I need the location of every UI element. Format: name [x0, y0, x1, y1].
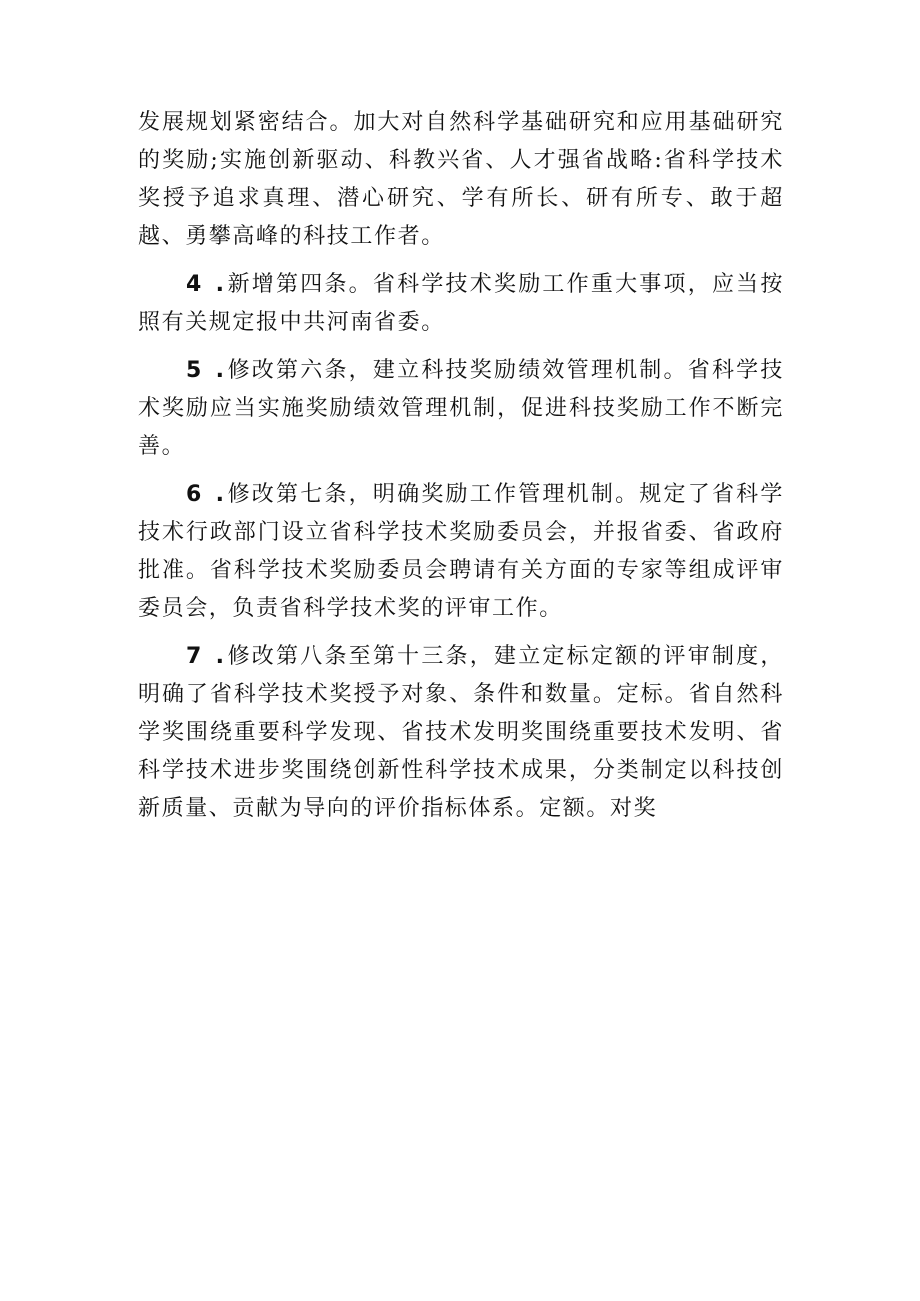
paragraph-item-6: [138, 476, 784, 628]
paragraph-item-5: [138, 352, 784, 466]
paragraph-continuation: [138, 104, 784, 256]
paragraph-text: 发展规划紧密结合。加大对自然科学基础研究和应用基础研究的奖励;实施创新驱动、科教兴省、人才强省战略:省科学技术奖授予追求真理、潜心研究、学有所长、研有所专、敢于超越、勇攀高峰的科技工作者。: [138, 110, 784, 249]
paragraph-item-7: [138, 638, 784, 828]
paragraph-text: 修改第八条至第十三条，建立定标定额的评审制度，明确了省科学技术奖授予对象、条件和数量。定标。省自然科学奖围绕重要科学发现、省技术发明奖围绕重要技术发明、省科学技术进步奖围绕创新性科学技术成果，分类制定以科技创新质量、贡献为导向的评价指标体系。定额。对奖: [138, 644, 784, 821]
paragraph-number: 7 .: [186, 644, 227, 669]
paragraph-number: 4 .: [186, 272, 227, 297]
paragraph-text: 修改第六条，建立科技奖励绩效管理机制。省科学技术奖励应当实施奖励绩效管理机制，促进科技奖励工作不断完善。: [138, 358, 784, 459]
paragraph-text: 新增第四条。省科学技术奖励工作重大事项，应当按照有关规定报中共河南省委。: [138, 272, 784, 335]
paragraph-text: 修改第七条，明确奖励工作管理机制。规定了省科学技术行政部门设立省科学技术奖励委员会，并报省委、省政府批准。省科学技术奖励委员会聘请有关方面的专家等组成评审委员会，负责省科学技术奖的评审工作。: [138, 482, 784, 621]
paragraph-number: 5 .: [186, 358, 227, 383]
paragraph-number: 6 .: [186, 482, 227, 507]
paragraph-item-4: [138, 266, 784, 342]
document-body: [138, 104, 784, 838]
